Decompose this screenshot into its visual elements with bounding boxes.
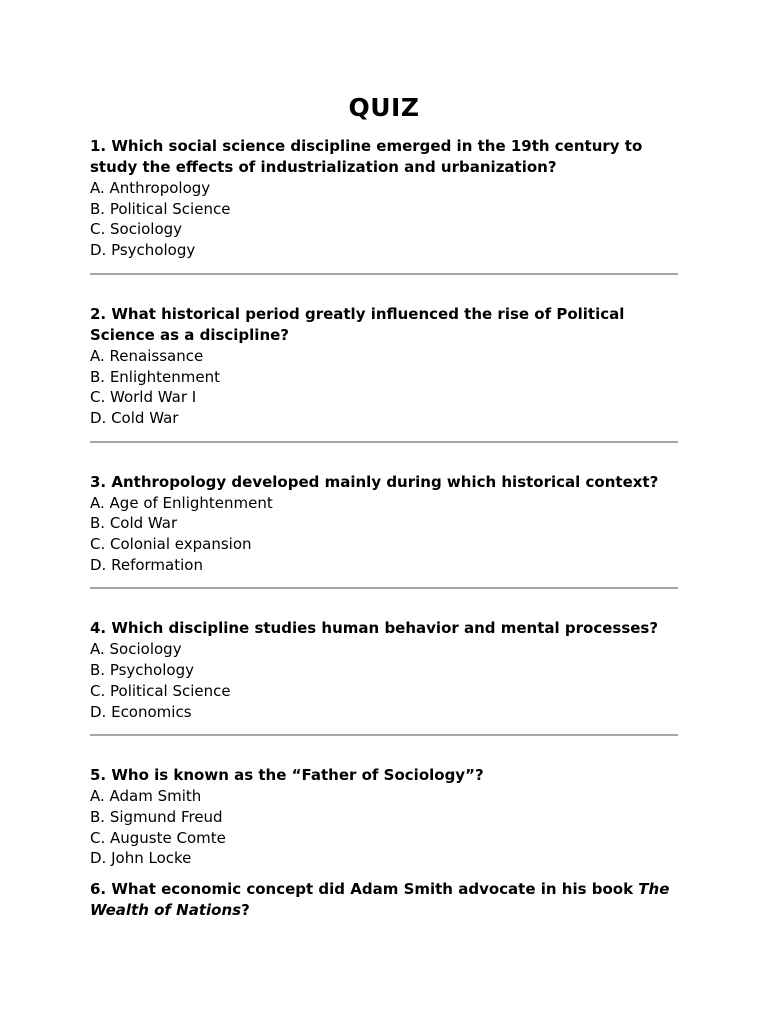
question-3-prompt: 3. Anthropology developed mainly during which historical context? <box>90 472 659 491</box>
question-3-option-b: B. Cold War <box>90 514 178 533</box>
question-4-option-d: D. Economics <box>90 702 192 721</box>
question-5-prompt: 5. Who is known as the “Father of Sociology”? <box>90 766 484 785</box>
question-6-prompt-end: ? <box>241 901 250 920</box>
question-5-option-a: A. Adam Smith <box>90 787 202 806</box>
question-5-option-b: B. Sigmund Freud <box>90 807 223 826</box>
question-1-option-b: B. Political Science <box>90 199 231 218</box>
question-1-option-d: D. Psychology <box>90 241 196 260</box>
divider <box>90 273 678 275</box>
book-title: The Wealth of Nations <box>90 880 670 920</box>
question-4-option-a: A. Sociology <box>90 640 182 659</box>
divider <box>90 587 678 589</box>
question-block-5 <box>90 765 678 869</box>
question-4-option-b: B. Psychology <box>90 661 194 680</box>
question-3-option-a: A. Age of Enlightenment <box>90 493 273 512</box>
question-4-prompt: 4. Which discipline studies human behavior and mental processes? <box>90 619 659 638</box>
question-2-option-a: A. Renaissance <box>90 346 204 365</box>
question-block-3 <box>90 472 678 576</box>
question-4-option-c: C. Political Science <box>90 681 231 700</box>
question-block-2 <box>90 304 678 429</box>
quiz-content <box>90 136 678 921</box>
question-5-option-d: D. John Locke <box>90 849 192 868</box>
question-2-option-c: C. World War I <box>90 388 197 407</box>
question-3-option-d: D. Reformation <box>90 555 203 574</box>
question-block-1 <box>90 136 678 261</box>
divider <box>90 734 678 736</box>
question-block-4 <box>90 618 678 722</box>
question-2-option-b: B. Enlightenment <box>90 367 221 386</box>
question-1-option-c: C. Sociology <box>90 220 183 239</box>
question-2-prompt: 2. What historical period greatly influenced the rise of Political Science as a discipline? <box>90 304 625 344</box>
page-title: QUIZ <box>348 93 420 122</box>
divider <box>90 441 678 443</box>
question-6-prompt <box>90 879 678 921</box>
question-6-prompt-text: 6. What economic concept did Adam Smith advocate in his book <box>90 880 639 899</box>
question-1-option-a: A. Anthropology <box>90 179 211 197</box>
question-5-option-c: C. Auguste Comte <box>90 828 226 847</box>
question-2-option-d: D. Cold War <box>90 408 179 427</box>
question-1-prompt: 1. Which social science discipline emerged in the 19th century to study the effects of industrialization and urbanization? <box>90 137 643 176</box>
question-3-option-c: C. Colonial expansion <box>90 535 252 554</box>
